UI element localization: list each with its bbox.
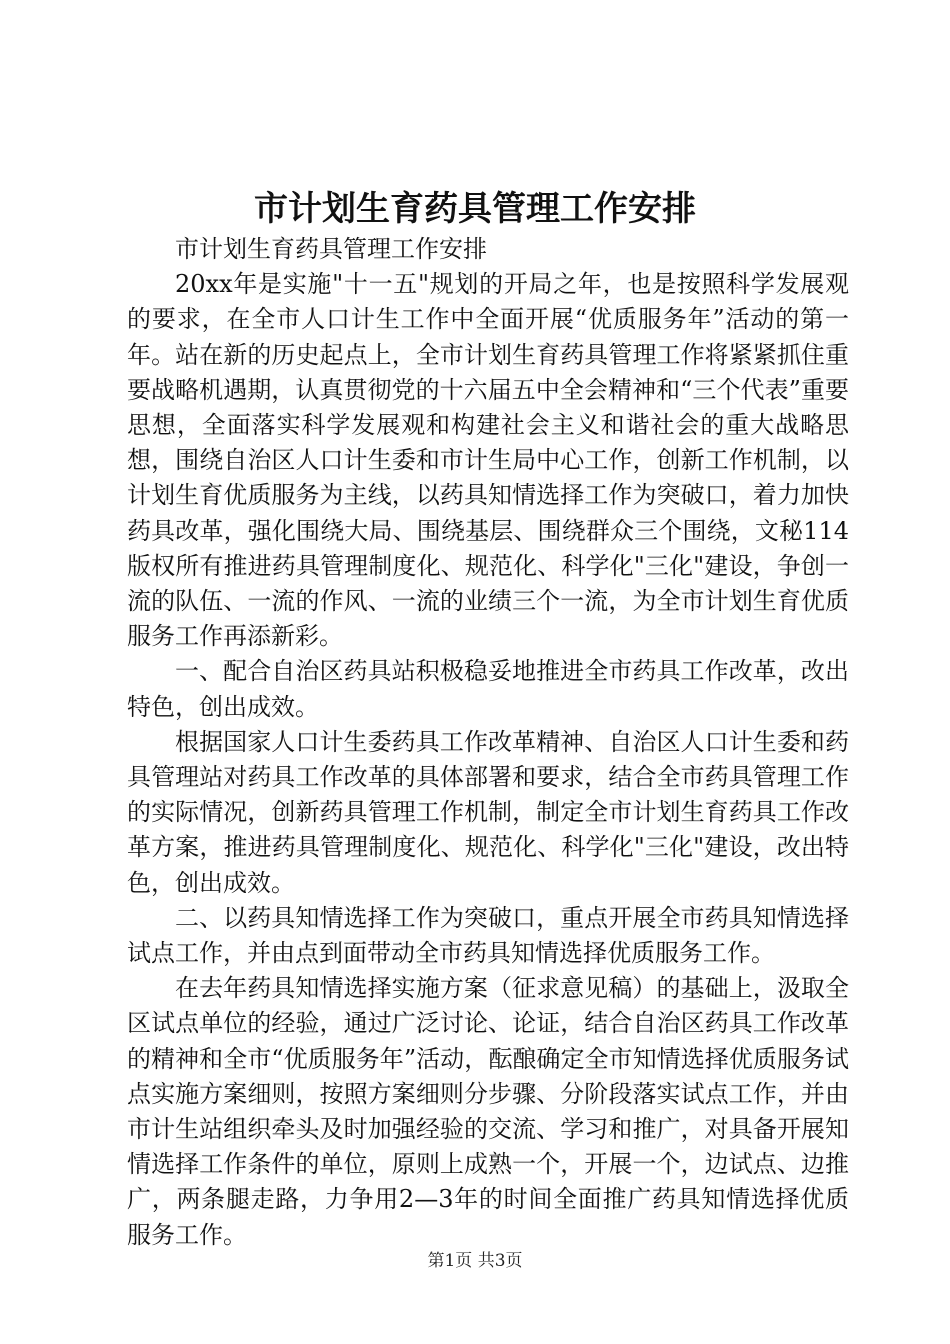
document-title: 市计划生育药具管理工作安排 — [254, 189, 696, 229]
paragraph-section-1: 根据国家人口计生委药具工作改革精神、自治区人口计生委和药具管理站对药具工作改革的具体部署和要求，结合全市药具管理工作的实际情况，创新药具管理工作机制，制定全市计划生育药具工作改革方案，推进药具管理制度化、规范化、科学化"三化"建设，改出特色，创出成效。 — [127, 727, 849, 897]
paragraph-heading-1: 一、配合自治区药具站积极稳妥地推进全市药具工作改革，改出特色，创出成效。 — [127, 657, 849, 721]
document-body — [127, 232, 849, 1253]
page-footer: 第1页 共3页 — [427, 1251, 523, 1271]
paragraph-section-2: 在去年药具知情选择实施方案（征求意见稿）的基础上，汲取全区试点单位的经验，通过广泛讨论、论证，结合自治区药具工作改革的精神和全市“优质服务年”活动，酝酿确定全市知情选择优质服务试点实施方案细则，按照方案细则分步骤、分阶段落实试点工作，并由市计生站组织牵头及时加强经验的交流、学习和推广，对具备开展知情选择工作条件的单位，原则上成熟一个，开展一个，边试点、边推广，两条腿走路，力争用2—3年的时间全面推广药具知情选择优质服务工作。 — [127, 974, 849, 1249]
paragraph-subtitle: 市计划生育药具管理工作安排 — [175, 235, 487, 263]
paragraph-heading-2: 二、以药具知情选择工作为突破口，重点开展全市药具知情选择试点工作，并由点到面带动全市药具知情选择优质服务工作。 — [127, 903, 849, 968]
paragraph-intro: 20xx年是实施"十一五"规划的开局之年，也是按照科学发展观的要求，在全市人口计生工作中全面开展“优质服务年”活动的第一年。站在新的历史起点上，全市计划生育药具管理工作将紧紧抓住重要战略机遇期，认真贯彻党的十六届五中全会精神和“三个代表”重要思想，全面落实科学发展观和构建社会主义和谐社会的重大战略思想，围绕自治区人口计生委和市计生局中心工作，创新工作机制，以计划生育优质服务为主线，以药具知情选择工作为突破口，着力加快药具改革，强化围绕大局、围绕基层、围绕群众三个围绕，文秘114版权所有推进药具管理制度化、规范化、科学化"三化"建设，争创一流的队伍、一流的作风、一流的业绩三个一流，为全市计划生育优质服务工作再添新彩。 — [127, 270, 849, 651]
